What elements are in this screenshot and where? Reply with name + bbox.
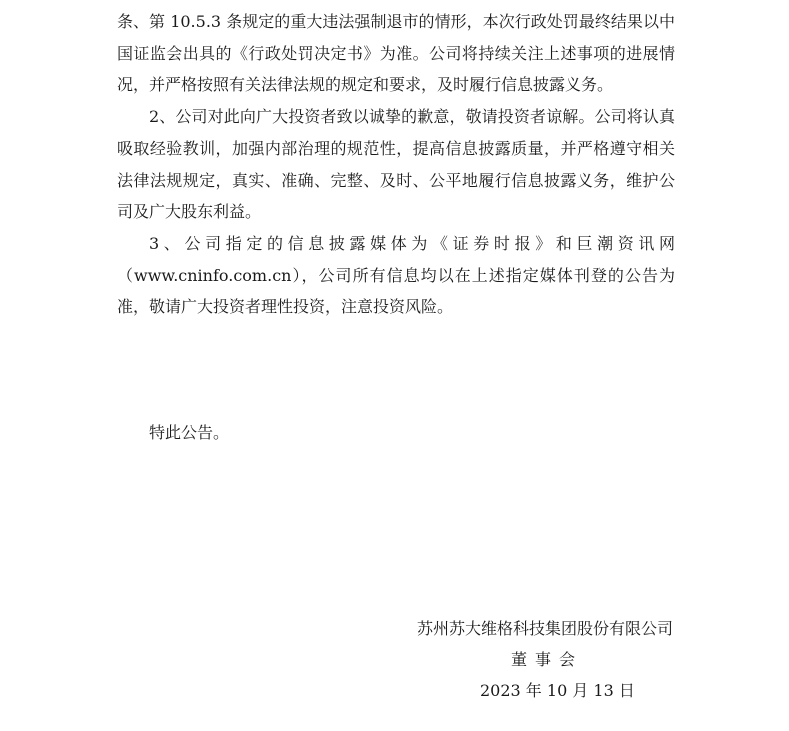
paragraph-item-2: 2、公司对此向广大投资者致以诚挚的歉意，敬请投资者谅解。公司将认真吸取经验教训，加强内部治理的规范性，提高信息披露质量，并严格遵守相关法律法规规定，真实、准确、完整、及时、公平地履行信息披露义务，维护公司及广大股东利益。 [117,107,675,222]
announcement-date: 2023 年 10 月 13 日 [480,681,635,700]
paragraph-continuation: 条、第 10.5.3 条规定的重大违法强制退市的情形，本次行政处罚最终结果以中国证监会出具的《行政处罚决定书》为准。公司将持续关注上述事项的进展情况，并严格按照有关法律法规的规定和要求，及时履行信息披露义务。 [117,12,675,95]
company-name: 苏州苏大维格科技集团股份有限公司 [417,619,674,638]
board-of-directors: 董事会 [511,650,584,669]
closing-statement: 特此公告。 [149,423,230,442]
announcement-body [117,6,675,323]
paragraph-item-3: 3、公司指定的信息披露媒体为《证券时报》和巨潮资讯网（www.cninfo.com.cn），公司所有信息均以在上述指定媒体刊登的公告为准，敬请广大投资者理性投资，注意投资风险。 [117,233,675,317]
